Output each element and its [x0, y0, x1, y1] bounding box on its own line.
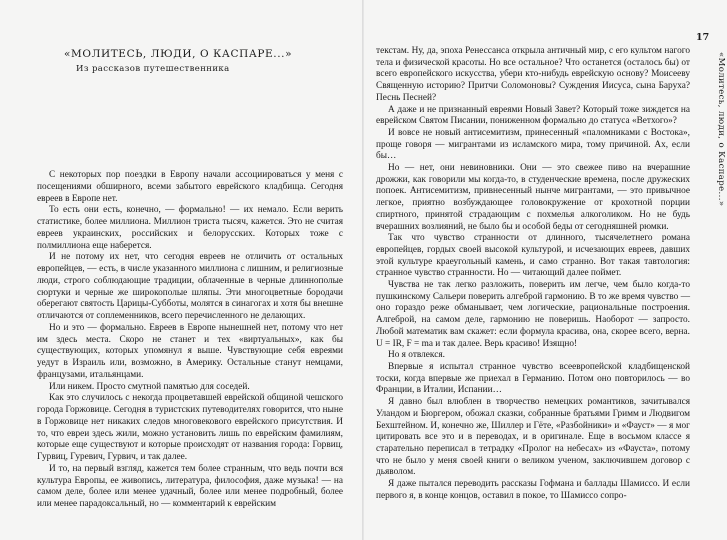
running-head-text: «Молитесь, люди, о Каспаре...»	[716, 52, 726, 207]
essay-title: «МОЛИТЕСЬ, ЛЮДИ, О КАСПАРЕ...»	[64, 48, 293, 60]
paragraph: Но я отвлекся.	[388, 350, 445, 361]
paragraph: То есть они есть, конечно, — формально! — их немало. Если верить статистике, более миллиона. Миллион триста тысяч, кажется. Это не считая евреев украинских, российских и белорусских. Которых тоже с полмиллиона еще наберется.	[37, 205, 343, 251]
paragraph: Как это случилось с некогда процветавшей еврейской общиной чешского города Горжовице. Сегодня в туристских путеводителях говорится, что ныне в Горжовице нет никаких следов многовекового еврейского присутствия. И то, что евреи здесь жили, можно установить лишь по еврейским фамилиям, которые еще существуют и которые происходят от названия города: Горвиц, Гурвиц, Гуревич, Гурвич, и так далее.	[37, 393, 343, 462]
paragraph: Так что чувство странности от длинного, тысячелетнего романа европейцев, гордых своей высокой культурой, и исчезающих евреев, давших этой культуре краеугольный камень, и само странно. Вот такая тавтология: странное чувство странности. Но — читающий далее поймет.	[376, 233, 690, 279]
paragraph: Или никем. Просто смутной памятью для соседей.	[49, 381, 250, 392]
paragraph: Но — нет, они невиновники. Они — это свежее пиво на вчерашние дрожжи, как говорили мы когда-то, в студенческие времена, после дружеских попоек. Антисемитизм, привнесенный нынче мигрантами, — это привычное легкое, приятно возбуждающее головокружение от крохотной порции спиртного, принятой страдающим с похмелья алкоголиком. Но не будь вчерашних возлияний, не было бы и особой беды от сегодняшней рюмки.	[376, 163, 690, 232]
paragraph: Я даже пытался переводить рассказы Гофмана и баллады Шамиссо. И если первого я, в конце концов, оставил в покое, то Шамиссо сопро-	[376, 479, 690, 501]
paragraph: И не потому их нет, что сегодня евреев не отличить от остальных европейцев, — есть, в числе указанного миллиона с лишним, и религиозные люди, строго соблюдающие традиции, облаченные в черные длиннополые сюртуки и черные же широкополые шляпы. Эти многоцветные бородачи оберегают святость Царицы-Субботы, молятся в синагогах и хотя бы внешне отличаются от соплеменников, всего перечисленного не делающих.	[37, 252, 343, 321]
paragraph: И то, на первый взгляд, кажется тем более странным, что ведь почти вся культура Европы, ее живопись, литература, философия, даже музыка! — на самом деле, более или менее удачный, более или менее подробный, более или менее парадоксальный, но — комментарий к еврейским	[37, 463, 343, 509]
paragraph: Я давно был влюблен в творчество немецких романтиков, зачитывался Уландом и Бюргером, обожал сказки, собранные братьями Гримм и Людвигом Бехштейном. И, конечно же, Шиллер и Гёте, «Разбойники» и «Фауст» — я мог цитировать все это и в переводах, и в оригинале. Еще в восьмом классе я старательно переписал в тетрадку «Пролог на небесах» из «Фауста», потому что не было у меня своей книги о великом ученом, заключившем договор с дьяволом.	[376, 397, 690, 478]
left-page	[0, 0, 362, 540]
left-page-body	[37, 170, 343, 511]
right-page	[364, 0, 727, 540]
right-page-body	[376, 46, 690, 502]
paragraph: И вовсе не новый антисемитизм, принесенный «паломниками с Востока», проще говоря — мигрантами из исламского мира, тому причиной. Ах, если бы…	[376, 127, 690, 162]
running-head	[714, 52, 726, 207]
paragraph: Чувства не так легко разложить, поверить им легче, чем было когда-то пушкинскому Сальери поверить алгеброй гармонию. В то же время чувство — оно гораздо реже обманывает, чем логические, рациональные построения. Алгеброй, на самом деле, гармонию не поверишь. Наоборот — запросто. Любой математик вам скажет: если формула красива, она, скорее всего, верна. U = IR, F = ma и так далее. Верь красиво! Изящно!	[376, 280, 690, 349]
paragraph: Но и это — формально. Евреев в Европе нынешней нет, потому что нет им здесь места. Скоро не станет и тех «виртуальных», как бы существующих, которых упомянул я выше. Чувствующие себя евреями уедут в Израиль или, возможно, в Америку. Остальные станут немцами, французами, итальянцами.	[37, 322, 343, 380]
paragraph: С некоторых пор поездки в Европу начали ассоциироваться у меня с посещениями обширного, всеми забытого еврейского кладбища. Сегодня евреев в Европе нет.	[37, 170, 343, 204]
paragraph: А даже и не признанный евреями Новый Завет? Который тоже зиждется на еврейском Святом Писании, пониженном формально до статуса «Ветхого»?	[376, 104, 690, 127]
page-number: 17	[696, 32, 710, 43]
essay-subtitle: Из рассказов путешественника	[76, 64, 230, 74]
paragraph: текстам. Ну, да, эпоха Ренессанса открыла античный мир, с его культом нагого тела и физической красоты. Но все остальное? Что останется (осталось бы) от всего европейского искусства, убери кто-нибудь еврейскую основу? Моисееву Священную историю? Притчи Соломоновы? Суждения Иисуса, сына Баруха? Песнь Песней?	[376, 46, 690, 103]
paragraph: Впервые я испытал странное чувство всеевропейской кладбищенской тоски, когда впервые же приехал в Германию. Потом оно повторилось — во Франции, в Италии, Испании…	[376, 361, 690, 396]
